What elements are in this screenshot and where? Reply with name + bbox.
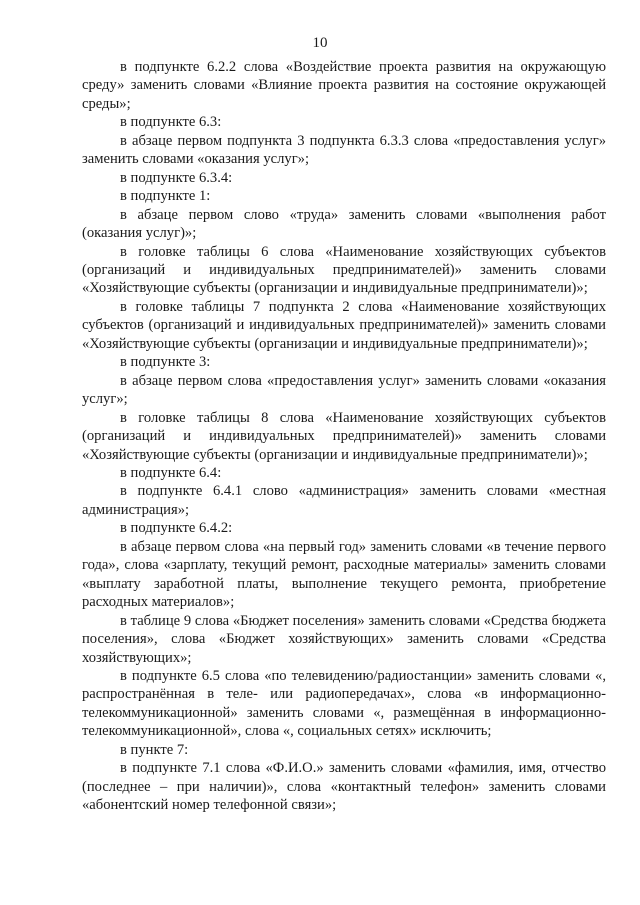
paragraph: в подпункте 6.5 слова «по телевидению/радиостанции» заменить словами «, распространённая в теле- или радиопередачах», слова «в информационно-телекоммуникационной» заменить словами «, размещённая в информационно-телекоммуникационной», слова «, социальных сетях» исключить;	[82, 667, 606, 740]
paragraph: в подпункте 6.3:	[120, 114, 222, 131]
document-body	[82, 58, 606, 815]
paragraph: в подпункте 6.2.2 слова «Воздействие проекта развития на окружающую среду» заменить словами «Влияние проекта развития на состояние окружающей среды»;	[82, 59, 606, 112]
page-number: 10	[312, 35, 328, 51]
paragraph: в абзаце первом слово «труда» заменить словами «выполнения работ (оказания услуг)»;	[82, 206, 606, 242]
paragraph: в подпункте 1:	[120, 188, 211, 205]
paragraph: в пункте 7:	[120, 741, 189, 758]
paragraph: в головке таблицы 8 слова «Наименование хозяйствующих субъектов (организаций и индивидуальных предпринимателей)» заменить словами «Хозяйствующие субъекты (организации и индивидуальные предприниматели)»;	[82, 409, 606, 463]
paragraph: в подпункте 6.3.4:	[120, 169, 233, 186]
paragraph: в таблице 9 слова «Бюджет поселения» заменить словами «Средства бюджета поселения», слова «Бюджет хозяйствующих» заменить словами «Средства хозяйствующих»;	[82, 612, 606, 666]
paragraph: в подпункте 3:	[120, 354, 211, 371]
paragraph: в подпункте 6.4:	[120, 464, 222, 481]
paragraph: в подпункте 6.4.2:	[120, 520, 233, 537]
paragraph: в абзаце первом подпункта 3 подпункта 6.3.3 слова «предоставления услуг» заменить словами «оказания услуг»;	[82, 132, 606, 168]
paragraph: в абзаце первом слова «на первый год» заменить словами «в течение первого года», слова «зарплату, текущий ремонт, расходные материалы» заменить словами «выплату заработной платы, выполнение текущего ремонта, приобретение расходных материалов»;	[82, 538, 606, 611]
paragraph: в абзаце первом слова «предоставления услуг» заменить словами «оказания услуг»;	[82, 372, 606, 408]
paragraph: в подпункте 6.4.1 слово «администрация» заменить словами «местная администрация»;	[82, 483, 606, 518]
paragraph: в головке таблицы 7 подпункта 2 слова «Наименование хозяйствующих субъектов (организаций и индивидуальных предпринимателей)» заменить словами «Хозяйствующие субъекты (организации и индивидуальные предприниматели)»;	[82, 298, 606, 352]
paragraph: в головке таблицы 6 слова «Наименование хозяйствующих субъектов (организаций и индивидуальных предпринимателей)» заменить словами «Хозяйствующие субъекты (организации и индивидуальные предприниматели)»;	[82, 243, 606, 297]
paragraph: в подпункте 7.1 слова «Ф.И.О.» заменить словами «фамилия, имя, отчество (последнее – при наличии)», слова «контактный телефон» заменить словами «абонентский номер телефонной связи»;	[82, 760, 606, 814]
